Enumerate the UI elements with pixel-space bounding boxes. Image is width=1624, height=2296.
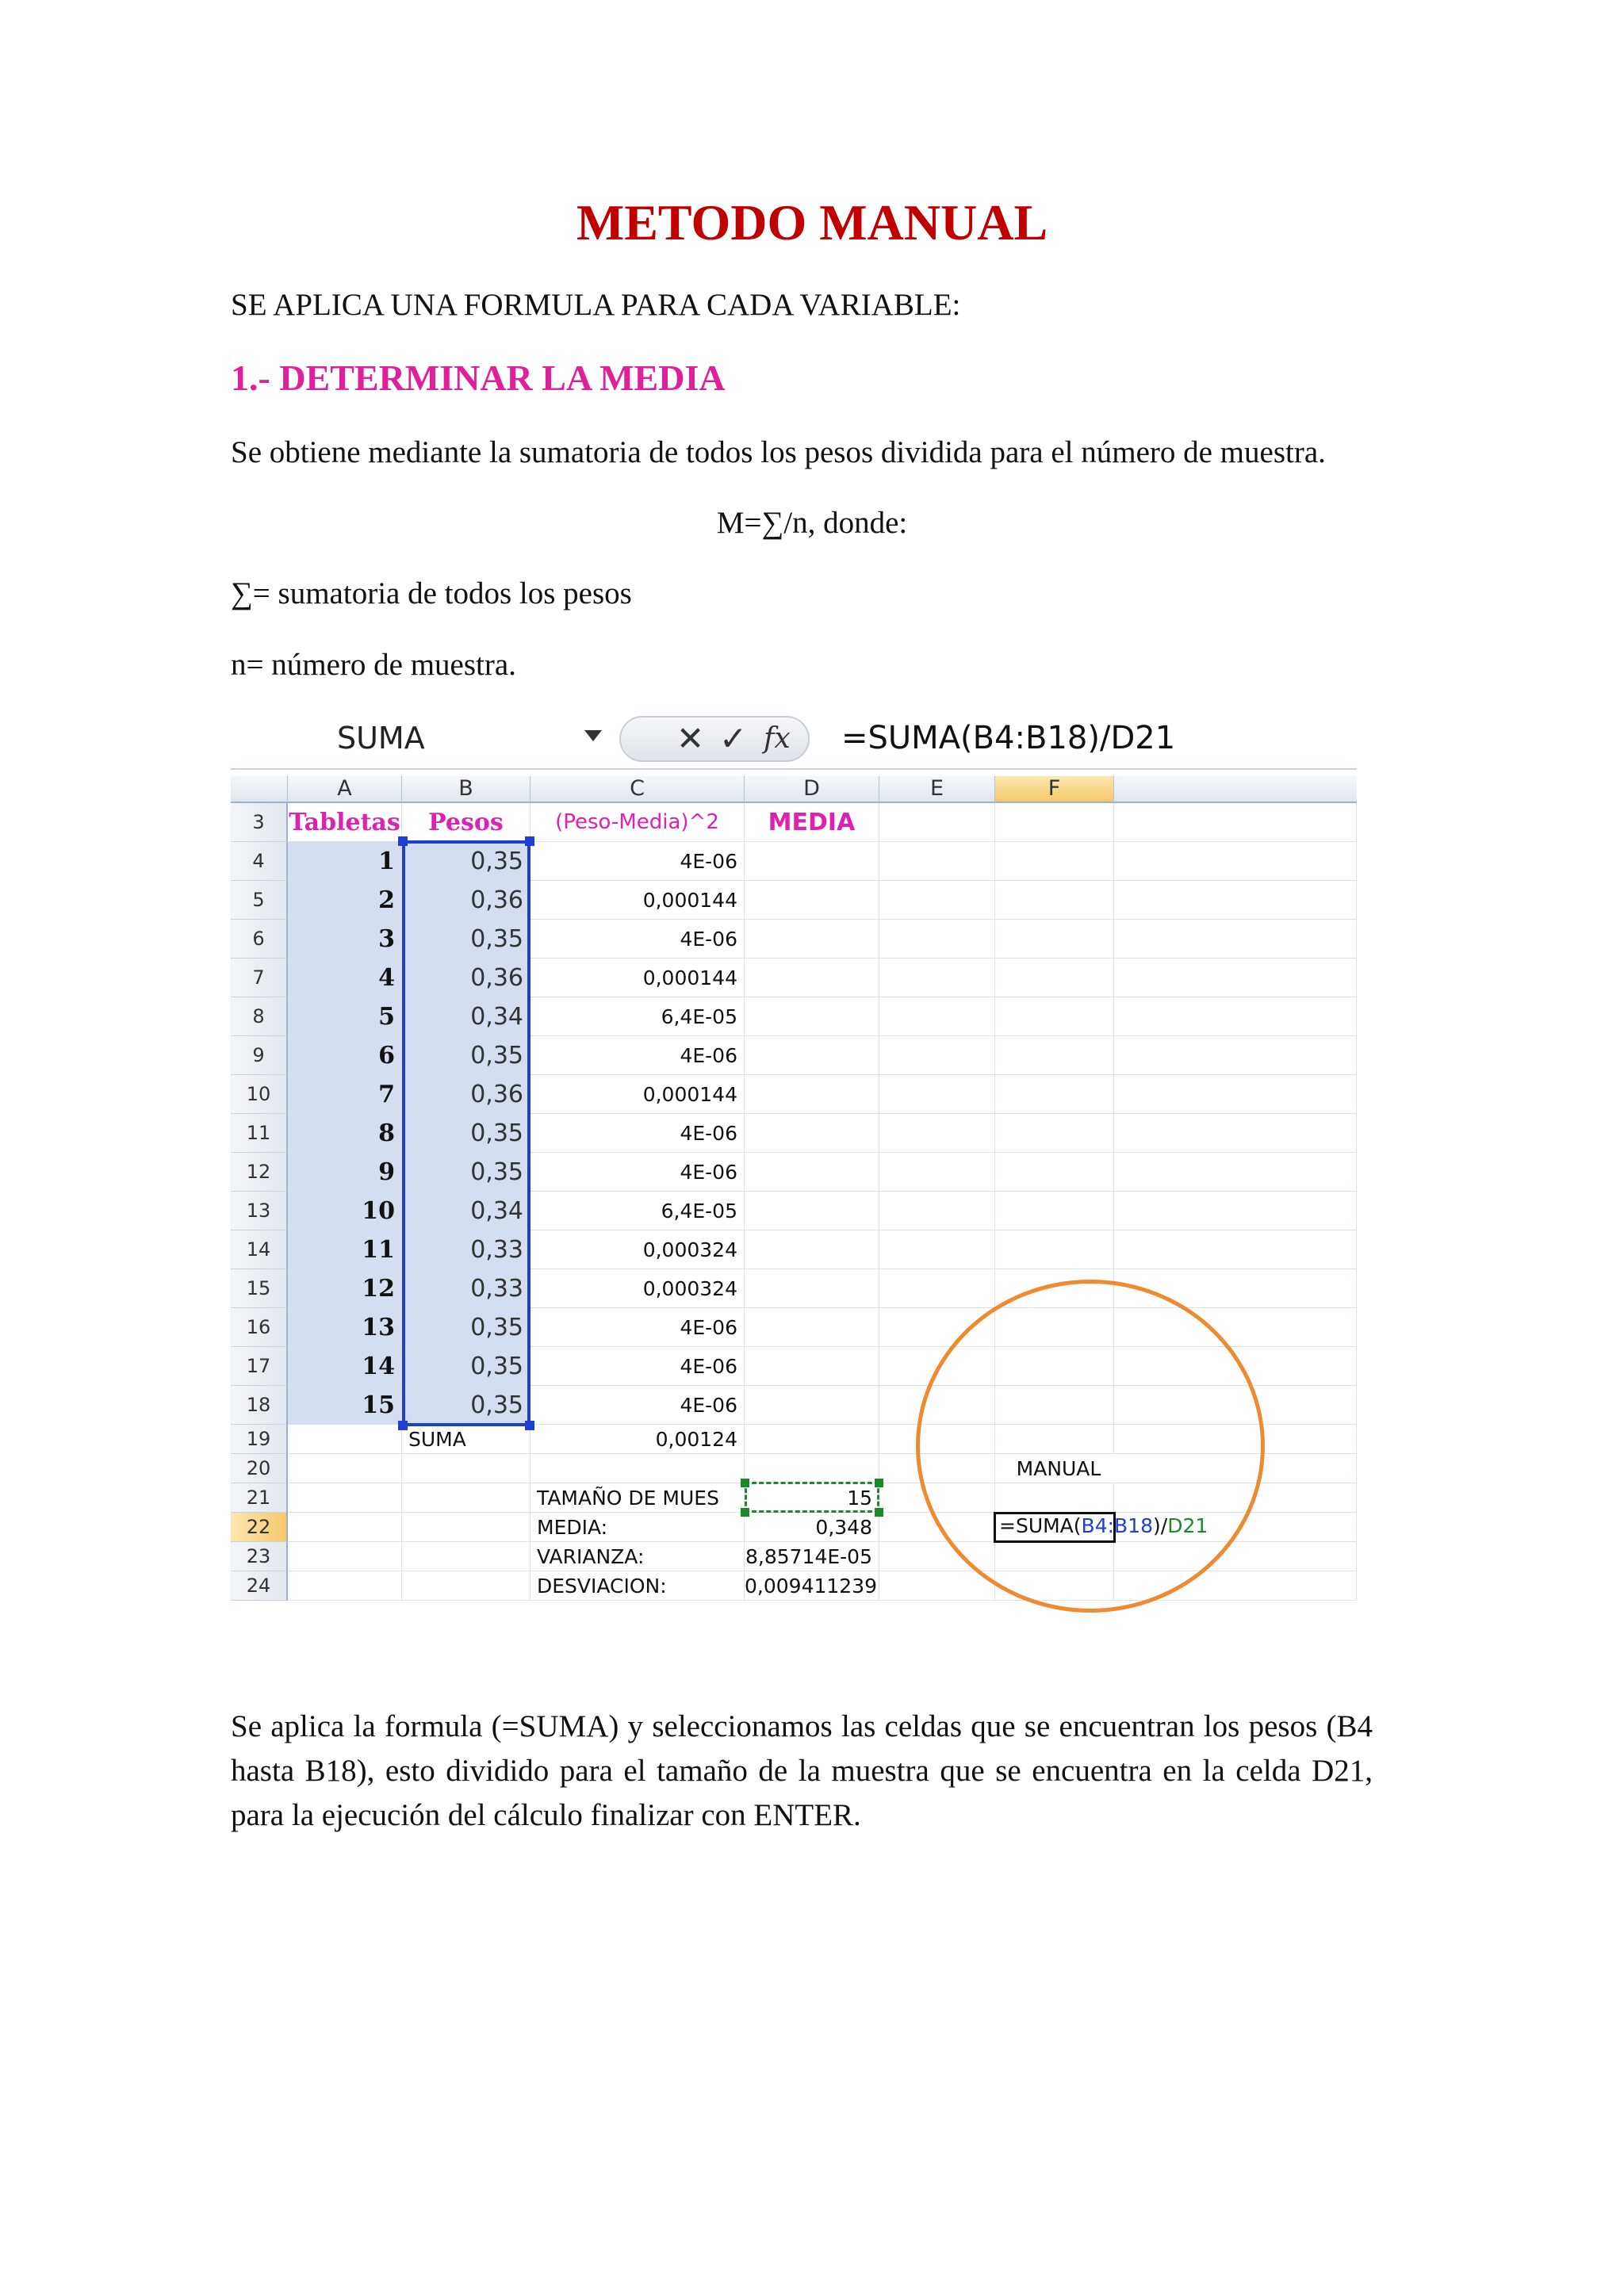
tableta-number[interactable]: 9: [288, 1153, 402, 1192]
peso-value[interactable]: 0,34: [402, 1192, 530, 1230]
squared-deviation[interactable]: 0,000324: [530, 1230, 745, 1269]
reference-d21: [745, 1482, 879, 1513]
grid-cell[interactable]: [1114, 881, 1357, 920]
peso-value[interactable]: 0,35: [402, 1036, 530, 1075]
peso-value[interactable]: 0,35: [402, 1153, 530, 1192]
grid-cell[interactable]: [879, 803, 995, 842]
peso-value[interactable]: 0,35: [402, 1114, 530, 1153]
row21-c[interactable]: TAMAÑO DE MUES: [530, 1483, 745, 1513]
row24-d[interactable]: 0,009411239: [745, 1571, 879, 1601]
grid-cell[interactable]: [402, 1454, 530, 1483]
squared-deviation[interactable]: 0,000144: [530, 881, 745, 920]
grid-cell[interactable]: [402, 1542, 530, 1571]
formula-part-reference: D21: [1167, 1514, 1208, 1537]
row-header[interactable]: 7: [231, 959, 288, 997]
reference-handle: [741, 1479, 749, 1487]
header-peso-media[interactable]: (Peso-Media)^2: [530, 803, 745, 842]
row22-d[interactable]: 0,348: [745, 1513, 879, 1542]
squared-deviation[interactable]: 4E-06: [530, 920, 745, 959]
grid-cell[interactable]: [879, 1230, 995, 1269]
range-handle[interactable]: [525, 836, 534, 846]
intro-text: SE APLICA UNA FORMULA PARA CADA VARIABLE:: [231, 288, 961, 322]
tableta-number[interactable]: 6: [288, 1036, 402, 1075]
grid-cell[interactable]: [879, 1153, 995, 1192]
column-header-blank: [1222, 776, 1357, 803]
peso-value[interactable]: 0,35: [402, 842, 530, 881]
grid-cell[interactable]: [288, 1454, 402, 1483]
peso-value[interactable]: 0,35: [402, 1347, 530, 1386]
grid-cell[interactable]: [1114, 997, 1357, 1036]
grid-cell[interactable]: [745, 1425, 879, 1454]
range-handle[interactable]: [398, 1421, 408, 1430]
peso-value[interactable]: 0,36: [402, 959, 530, 997]
grid-cell[interactable]: [1114, 959, 1357, 997]
grid-cell[interactable]: [995, 1075, 1114, 1114]
tableta-number[interactable]: 5: [288, 997, 402, 1036]
squared-deviation[interactable]: 0,000144: [530, 959, 745, 997]
row-header[interactable]: 16: [231, 1308, 288, 1347]
peso-value[interactable]: 0,35: [402, 1386, 530, 1425]
grid-cell[interactable]: [879, 959, 995, 997]
peso-value[interactable]: 0,33: [402, 1230, 530, 1269]
grid-cell[interactable]: [995, 1114, 1114, 1153]
column-header-f[interactable]: F: [995, 776, 1114, 803]
grid-cell[interactable]: [995, 1230, 1114, 1269]
grid-cell[interactable]: [995, 881, 1114, 920]
tableta-number[interactable]: 4: [288, 959, 402, 997]
grid-cell[interactable]: [879, 842, 995, 881]
reference-handle: [741, 1508, 749, 1517]
grid-cell[interactable]: [1114, 1036, 1357, 1075]
peso-value[interactable]: 0,35: [402, 920, 530, 959]
grid-cell[interactable]: [745, 920, 879, 959]
row-header[interactable]: 10: [231, 1075, 288, 1114]
squared-deviation[interactable]: 0,000144: [530, 1075, 745, 1114]
tableta-number[interactable]: 3: [288, 920, 402, 959]
grid-cell[interactable]: [1114, 1153, 1357, 1192]
peso-value[interactable]: 0,35: [402, 1308, 530, 1347]
grid-cell[interactable]: [745, 1153, 879, 1192]
grid-cell[interactable]: [879, 1036, 995, 1075]
row-header[interactable]: 5: [231, 881, 288, 920]
tableta-number[interactable]: 15: [288, 1386, 402, 1425]
column-header-e[interactable]: E: [879, 776, 995, 803]
tableta-number[interactable]: 13: [288, 1308, 402, 1347]
row-header[interactable]: 17: [231, 1347, 288, 1386]
row-header[interactable]: 14: [231, 1230, 288, 1269]
grid-cell[interactable]: [745, 1192, 879, 1230]
row23-c[interactable]: VARIANZA:: [530, 1542, 745, 1571]
grid-cell[interactable]: [745, 1269, 879, 1308]
header-tabletas[interactable]: Tabletas: [288, 803, 402, 842]
grid-cell[interactable]: [745, 842, 879, 881]
grid-cell[interactable]: [879, 1192, 995, 1230]
range-handle[interactable]: [398, 836, 408, 846]
column-header-c[interactable]: C: [530, 776, 745, 803]
row-header[interactable]: 18: [231, 1386, 288, 1425]
grid-cell[interactable]: [745, 1075, 879, 1114]
grid-cell[interactable]: [745, 959, 879, 997]
formula-part-operator: )/: [1153, 1514, 1168, 1537]
formula-buttons: [619, 716, 810, 762]
grid-cell[interactable]: [745, 1114, 879, 1153]
peso-value[interactable]: 0,33: [402, 1269, 530, 1308]
row-header[interactable]: 12: [231, 1153, 288, 1192]
divider: [231, 768, 1357, 770]
grid-cell[interactable]: [995, 1153, 1114, 1192]
row-header[interactable]: 8: [231, 997, 288, 1036]
formula-part-range: B4:B18: [1081, 1514, 1153, 1537]
grid-cell[interactable]: [1114, 803, 1357, 842]
column-header-a[interactable]: A: [288, 776, 402, 803]
name-box[interactable]: SUMA: [337, 721, 425, 756]
row-header[interactable]: 20: [231, 1454, 288, 1483]
squared-deviation[interactable]: 6,4E-05: [530, 1192, 745, 1230]
row24-c[interactable]: DESVIACION:: [530, 1571, 745, 1601]
row23-d[interactable]: 8,85714E-05: [745, 1542, 879, 1571]
grid-cell[interactable]: [1114, 1114, 1357, 1153]
row20-f[interactable]: MANUAL: [971, 1454, 1146, 1483]
row-header[interactable]: 15: [231, 1269, 288, 1308]
paragraph-1: Se obtiene mediante la sumatoria de todos los pesos dividida para el número de muestra.: [231, 435, 1326, 469]
grid-cell[interactable]: [745, 1454, 879, 1483]
grid-cell[interactable]: [1114, 1075, 1357, 1114]
grid-cell[interactable]: [1114, 842, 1357, 881]
highlight-circle: [916, 1280, 1265, 1613]
peso-value[interactable]: 0,36: [402, 1075, 530, 1114]
row-header[interactable]: 13: [231, 1192, 288, 1230]
row-header[interactable]: 24: [231, 1571, 288, 1601]
tableta-number[interactable]: 11: [288, 1230, 402, 1269]
squared-deviation[interactable]: 6,4E-05: [530, 997, 745, 1036]
tableta-number[interactable]: 7: [288, 1075, 402, 1114]
grid-cell[interactable]: [530, 1454, 745, 1483]
definition-sum: ∑= sumatoria de todos los pesos: [231, 576, 632, 610]
grid-cell[interactable]: [745, 1230, 879, 1269]
grid-cell[interactable]: [745, 1308, 879, 1347]
definition-n: n= número de muestra.: [231, 648, 516, 682]
grid-cell[interactable]: [995, 842, 1114, 881]
reference-handle: [875, 1508, 883, 1517]
tableta-number[interactable]: 2: [288, 881, 402, 920]
column-header-d[interactable]: D: [745, 776, 879, 803]
tableta-number[interactable]: 12: [288, 1269, 402, 1308]
row19-c[interactable]: 0,00124: [530, 1425, 745, 1454]
row-header[interactable]: 11: [231, 1114, 288, 1153]
squared-deviation[interactable]: 0,000324: [530, 1269, 745, 1308]
row-header[interactable]: 19: [231, 1425, 288, 1454]
check-icon[interactable]: ✓: [719, 719, 748, 758]
squared-deviation[interactable]: 4E-06: [530, 842, 745, 881]
grid-cell[interactable]: [288, 1542, 402, 1571]
grid-cell[interactable]: [995, 997, 1114, 1036]
row-header[interactable]: 6: [231, 920, 288, 959]
row-header[interactable]: 3: [231, 803, 288, 842]
grid-cell[interactable]: [879, 1269, 995, 1308]
row-header[interactable]: 21: [231, 1483, 288, 1513]
peso-value[interactable]: 0,34: [402, 997, 530, 1036]
column-header-b[interactable]: B: [402, 776, 530, 803]
grid-cell[interactable]: [288, 1483, 402, 1513]
grid-cell[interactable]: [288, 1425, 402, 1454]
peso-value[interactable]: 0,36: [402, 881, 530, 920]
grid-cell[interactable]: [1114, 1192, 1357, 1230]
formula-bar-area: [231, 710, 1357, 771]
grid-cell[interactable]: [402, 1483, 530, 1513]
fx-icon[interactable]: fx: [764, 722, 791, 755]
chevron-down-icon[interactable]: [584, 730, 602, 741]
grid-cell[interactable]: [402, 1513, 530, 1542]
spreadsheet-screenshot: [231, 710, 1357, 1605]
reference-handle: [875, 1479, 883, 1487]
grid-cell[interactable]: [745, 997, 879, 1036]
row21-d[interactable]: 15: [745, 1483, 879, 1513]
grid-cell[interactable]: [995, 959, 1114, 997]
paragraph-2: Se aplica la formula (=SUMA) y seleccionamos las celdas que se encuentran los pesos (B4 hasta B18), esto dividido para el tamaño de la muestra que se encuentra en la celda D21, para la ejecución del cálculo finalizar con ENTER.: [231, 1709, 1373, 1832]
grid-cell[interactable]: [995, 1192, 1114, 1230]
grid-cell[interactable]: [1114, 920, 1357, 959]
grid-cell[interactable]: [879, 1075, 995, 1114]
row-header[interactable]: 22: [231, 1513, 288, 1542]
grid-cell[interactable]: [995, 803, 1114, 842]
grid-cell[interactable]: [745, 881, 879, 920]
row-header[interactable]: 4: [231, 842, 288, 881]
squared-deviation[interactable]: 4E-06: [530, 1036, 745, 1075]
page-title: METODO MANUAL: [576, 194, 1048, 251]
grid-cell[interactable]: [879, 1571, 995, 1601]
row-header[interactable]: 9: [231, 1036, 288, 1075]
grid-cell[interactable]: [879, 881, 995, 920]
row19-b[interactable]: SUMA: [402, 1425, 530, 1454]
grid-cell[interactable]: [1114, 1230, 1357, 1269]
grid-cell[interactable]: [745, 1036, 879, 1075]
formula-part-prefix: =SUMA(: [999, 1514, 1082, 1537]
cancel-icon[interactable]: ✕: [676, 719, 705, 758]
formula-input[interactable]: =SUMA(B4:B18)/D21: [841, 720, 1176, 756]
grid-cell[interactable]: [288, 1513, 402, 1542]
row22-c[interactable]: MEDIA:: [530, 1513, 745, 1542]
header-media[interactable]: MEDIA: [745, 803, 879, 842]
squared-deviation[interactable]: 4E-06: [530, 1386, 745, 1425]
tableta-number[interactable]: 14: [288, 1347, 402, 1386]
grid-cell[interactable]: [995, 920, 1114, 959]
row-header[interactable]: 23: [231, 1542, 288, 1571]
header-pesos[interactable]: Pesos: [402, 803, 530, 842]
squared-deviation[interactable]: 4E-06: [530, 1114, 745, 1153]
squared-deviation[interactable]: 4E-06: [530, 1347, 745, 1386]
grid-cell[interactable]: [402, 1571, 530, 1601]
grid-cell[interactable]: [995, 1036, 1114, 1075]
tableta-number[interactable]: 1: [288, 842, 402, 881]
tableta-number[interactable]: 8: [288, 1114, 402, 1153]
grid-cell[interactable]: [879, 920, 995, 959]
grid-cell[interactable]: [879, 997, 995, 1036]
grid-cell[interactable]: [745, 1347, 879, 1386]
tableta-number[interactable]: 10: [288, 1192, 402, 1230]
squared-deviation[interactable]: 4E-06: [530, 1308, 745, 1347]
squared-deviation[interactable]: 4E-06: [530, 1153, 745, 1192]
range-handle[interactable]: [525, 1421, 534, 1430]
formula-line: M=∑/n, donde:: [716, 506, 908, 540]
grid-cell[interactable]: [288, 1571, 402, 1601]
section-heading: 1.- DETERMINAR LA MEDIA: [231, 358, 726, 398]
corner-cell[interactable]: [231, 776, 288, 803]
grid-cell[interactable]: [745, 1386, 879, 1425]
grid-cell[interactable]: [879, 1114, 995, 1153]
